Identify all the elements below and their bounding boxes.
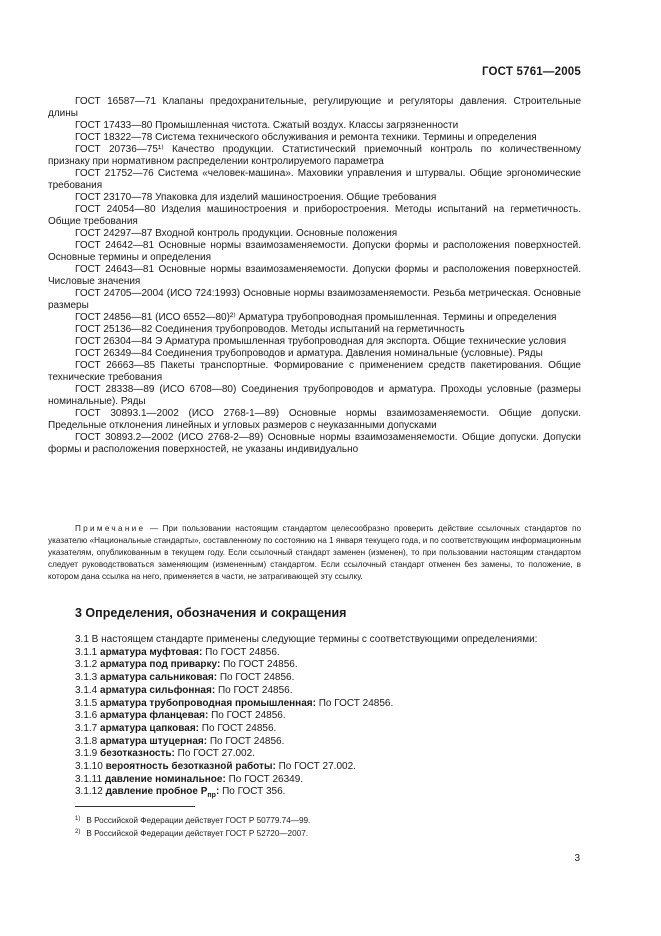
term-item — [48, 736, 581, 749]
note-label: Примечание — [75, 524, 146, 533]
reference-item: ГОСТ 23170—78 Упаковка для изделий машиностроения. Общие требования — [75, 192, 437, 203]
note-text: — При пользовании настоящим стандартом целесообразно проверить действие ссылочных стандартов по указателю «Национальные стандарты», составленному по состоянию на 1 января текущего года, и по соответствующим информационным указателям, опубликованным в текущем году. Если ссылочный стандарт заменен (изменен), то при пользовании настоящим стандартом следует руководствоваться заменяющим (измененным) стандартом. Если ссылочный стандарт отменен без замены, то положение, в котором дана ссылка на него, применяется в части, не затрагивающей эту ссылку. — [48, 524, 581, 582]
term-item — [48, 647, 581, 660]
term-reference: По ГОСТ 24856. — [223, 659, 298, 671]
term-subscript: пр — [207, 792, 216, 800]
reference-item: ГОСТ 26349—84 Соединения трубопроводов и арматура. Давления номинальные (условные). Ряды — [75, 348, 543, 359]
reference-item: ГОСТ 26663—85 Пакеты транспортные. Формирование с применением средств пакетирования. Общие технические требования — [48, 360, 581, 383]
reference-item: ГОСТ 24054—80 Изделия машиностроения и приборостроения. Методы испытаний на герметичность. Общие требования — [48, 204, 581, 227]
footnote-mark: 2) — [75, 829, 81, 835]
term-number: 3.1.6 — [75, 710, 98, 722]
reference-item: ГОСТ 24856—81 (ИСО 6552—80)²⁾ Арматура трубопроводная промышленная. Термины и определения — [75, 312, 557, 323]
term-number: 3.1.8 — [75, 735, 98, 747]
term-reference: По ГОСТ 24856. — [318, 697, 394, 709]
footnote-item — [75, 827, 310, 840]
reference-item: ГОСТ 24643—81 Основные нормы взаимозаменяемости. Допуски формы и расположения поверхностей. Числовые значения — [48, 264, 581, 287]
term-number: 3.1.1 — [75, 646, 98, 658]
footnote-text: В Российской Федерации действует ГОСТ Р 52720—2007. — [86, 829, 309, 838]
reference-item: ГОСТ 16587—71 Клапаны предохранительные, регулирующие и регуляторы давления. Строительные длины — [48, 96, 581, 119]
term-number: 3.1.12 — [75, 786, 103, 798]
term-name: арматура сальниковая: — [100, 672, 218, 684]
term-reference: По ГОСТ 24856. — [211, 710, 286, 722]
term-item — [48, 761, 581, 774]
term-name: арматура трубопроводная промышленная: — [100, 697, 316, 709]
term-item — [48, 748, 581, 761]
reference-item: ГОСТ 17433—80 Промышленная чистота. Сжатый воздух. Классы загрязненности — [75, 120, 459, 131]
term-name: арматура под приварку: — [100, 659, 221, 671]
reference-item: ГОСТ 18322—78 Система технического обслуживания и ремонта техники. Термины и определения — [75, 132, 537, 143]
term-name: давление пробное P — [105, 786, 208, 798]
term-name: арматура фланцевая: — [100, 710, 209, 722]
term-colon: : — [215, 786, 220, 798]
term-number: 3.1.11 — [75, 773, 103, 785]
reference-item: ГОСТ 30893.2—2002 (ИСО 2768-2—89) Основные нормы взаимозаменяемости. Общие допуски. Допуски формы и расположения поверхностей, не указаны индивидуально — [48, 432, 581, 455]
term-name: арматура сильфонная: — [100, 684, 216, 696]
term-reference: По ГОСТ 24856. — [201, 722, 277, 734]
footnote-mark: 1) — [75, 816, 81, 822]
reference-item: ГОСТ 20736—75¹⁾ Качество продукции. Статистический приемочный контроль по количественному признаку при нормативном распределении контролируемого параметра — [48, 144, 581, 167]
normative-references-list — [48, 96, 581, 456]
term-number: 3.1.7 — [75, 722, 98, 734]
term-item — [48, 774, 581, 787]
terms-list — [48, 634, 581, 803]
term-reference: По ГОСТ 27.002. — [278, 761, 356, 773]
term-reference: По ГОСТ 24856. — [205, 646, 280, 658]
footnote-divider — [75, 806, 195, 807]
term-item — [48, 786, 581, 803]
term-number: 3.1.9 — [75, 748, 98, 760]
reference-item: ГОСТ 25136—82 Соединения трубопроводов. Методы испытаний на герметичность — [75, 324, 465, 335]
note-paragraph — [48, 523, 581, 583]
term-reference: По ГОСТ 27.002. — [177, 748, 255, 760]
term-reference: По ГОСТ 24856. — [219, 672, 295, 684]
term-name: арматура цапковая: — [100, 722, 200, 734]
reference-item: ГОСТ 24642—81 Основные нормы взаимозаменяемости. Допуски формы и расположения поверхностей. Основные термины и определения — [48, 240, 581, 263]
reference-item: ГОСТ 21752—76 Система «человек-машина». Маховики управления и штурвалы. Общие эргономические требования — [48, 168, 581, 191]
term-number: 3.1.2 — [75, 659, 98, 671]
term-name: безотказность: — [100, 748, 175, 760]
term-number: 3.1.10 — [75, 761, 103, 773]
reference-item: ГОСТ 28338—89 (ИСО 6708—80) Соединения трубопроводов и арматура. Проходы условные (размеры номинальные). Ряды — [48, 384, 581, 407]
footnote-item — [75, 814, 310, 827]
term-reference: По ГОСТ 24856. — [209, 735, 285, 747]
term-item — [48, 723, 581, 736]
reference-item: ГОСТ 24297—87 Входной контроль продукции. Основные положения — [75, 228, 398, 239]
section-title: 3 Определения, обозначения и сокращения — [75, 606, 347, 620]
term-number: 3.1.5 — [75, 697, 98, 709]
term-name: вероятность безотказной работы: — [105, 761, 276, 773]
footnote-text: В Российской Федерации действует ГОСТ Р 50779.74—99. — [86, 816, 311, 825]
term-number: 3.1.3 — [75, 672, 98, 684]
term-item — [48, 698, 581, 711]
reference-item: ГОСТ 24705—2004 (ИСО 724:1993) Основные нормы взаимозаменяемости. Резьба метрическая. Основные размеры — [48, 288, 581, 311]
reference-item: ГОСТ 26304—84 Э Арматура промышленная трубопроводная для экспорта. Общие технические условия — [75, 336, 567, 347]
term-name: арматура штуцерная: — [100, 735, 208, 747]
term-reference: По ГОСТ 26349. — [228, 773, 304, 785]
term-item — [48, 659, 581, 672]
document-header-id: ГОСТ 5761—2005 — [481, 66, 581, 78]
term-number: 3.1.4 — [75, 684, 98, 696]
term-item — [48, 685, 581, 698]
terms-intro: 3.1 В настоящем стандарте применены следующие термины с соответствующими определениями: — [75, 634, 538, 645]
term-reference: По ГОСТ 24856. — [217, 684, 293, 696]
term-reference: По ГОСТ 356. — [222, 786, 286, 798]
term-item — [48, 672, 581, 685]
footnotes — [75, 814, 310, 840]
term-name: давление номинальное: — [104, 773, 226, 785]
reference-item: ГОСТ 30893.1—2002 (ИСО 2768-1—89) Основные нормы взаимозаменяемости. Общие допуски. Предельные отклонения линейных и угловых размеров с неуказанными допусками — [48, 408, 581, 431]
term-item — [48, 710, 581, 723]
term-name: арматура муфтовая: — [100, 646, 203, 658]
page-number: 3 — [574, 853, 580, 864]
